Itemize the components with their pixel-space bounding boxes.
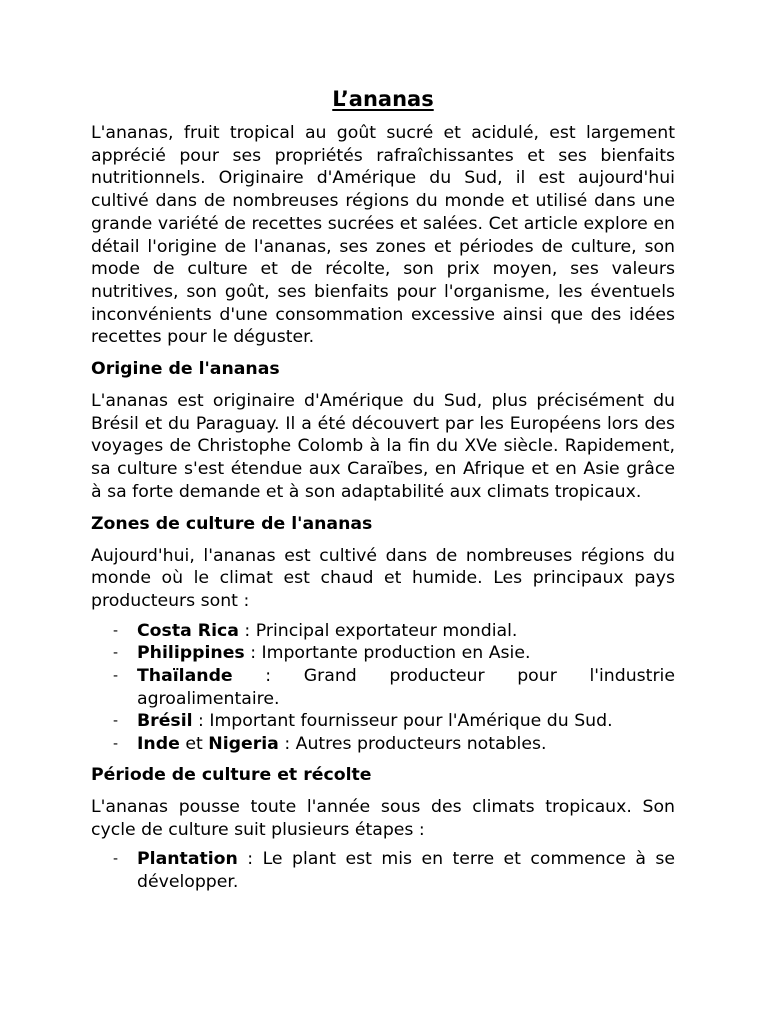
heading-periode: Période de culture et récolte [91, 764, 372, 785]
paragraph-zones: Aujourd'hui, l'ananas est cultivé dans de nombreuses régions du monde où le climat est chaud et humide. Les principaux pays producteurs sont : [91, 545, 675, 611]
intro-paragraph: L'ananas, fruit tropical au goût sucré et acidulé, est largement apprécié pour ses propriétés rafraîchissantes et ses bienfaits nutritionnels. Originaire d'Amérique du Sud, il est aujourd'hui cultivé dans de nombreuses régions du monde et utilisé dans une grande variété de recettes sucrées et salées. Cet article explore en détail l'origine de l'ananas, ses zones et périodes de culture, son mode de culture et de récolte, son prix moyen, ses valeurs nutritives, son goût, ses bienfaits pour l'organisme, les éventuels inconvénients d'une consommation excessive ainsi que des idées recettes pour le déguster. [91, 123, 675, 348]
steps-list [91, 848, 675, 893]
paragraph-origine: L'ananas est originaire d'Amérique du Sud, plus précisément du Brésil et du Paraguay. Il a été découvert par les Européens lors des voyages de Christophe Colomb à la fin du XVe siècle. Rapidement, sa culture s'est étendue aux Caraïbes, en Afrique et en Asie grâce à sa forte demande et à son adaptabilité aux climats tropicaux. [91, 391, 675, 502]
dash-bullet-icon: - [113, 851, 119, 868]
dash-bullet-icon: - [113, 713, 119, 730]
list-item [113, 620, 675, 643]
dash-bullet-icon: - [113, 668, 119, 685]
list-item-text: : Important fournisseur pour l'Amérique du Sud. [192, 711, 613, 732]
dash-bullet-icon: - [113, 736, 119, 753]
list-item [113, 710, 675, 733]
page-title: L’ananas [332, 87, 434, 111]
list-item-term: Nigeria [208, 734, 279, 755]
dash-bullet-icon: - [113, 645, 119, 662]
list-item-text: : Importante production en Asie. [244, 643, 531, 664]
dash-bullet-icon: - [113, 622, 119, 639]
list-item-term: Philippines [137, 643, 245, 664]
list-item [113, 733, 675, 756]
list-item-term: Inde [137, 734, 180, 755]
list-item-text: : Le plant est mis en terre et commence à se développer. [137, 849, 675, 892]
list-item [113, 665, 675, 710]
list-item-connector: et [179, 734, 209, 755]
list-item [113, 642, 675, 665]
list-item-term: Thaïlande [137, 666, 233, 687]
list-item-term: Brésil [137, 711, 193, 732]
list-item-term: Plantation [137, 849, 238, 870]
list-item [113, 848, 675, 893]
list-item-text: : Grand producteur pour l'industrie agroalimentaire. [137, 666, 675, 709]
heading-origine: Origine de l'ananas [91, 359, 280, 380]
document-body [91, 84, 675, 900]
paragraph-periode: L'ananas pousse toute l'année sous des climats tropicaux. Son cycle de culture suit plusieurs étapes : [91, 796, 675, 840]
list-item-term: Costa Rica [137, 620, 239, 641]
list-item-text: : Principal exportateur mondial. [238, 620, 518, 641]
producer-list [91, 620, 675, 756]
list-item-text: : Autres producteurs notables. [278, 734, 547, 755]
heading-zones: Zones de culture de l'ananas [91, 513, 373, 534]
